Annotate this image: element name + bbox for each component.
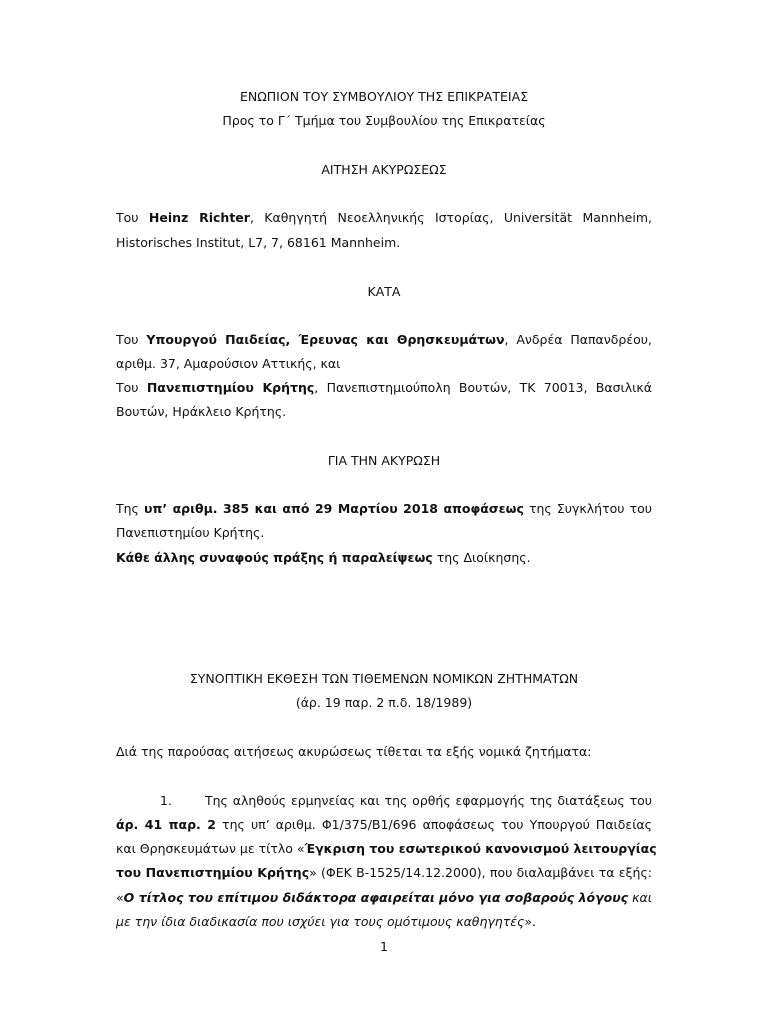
list-item-1-line-3: και Θρησκευμάτων με τίτλο «Έγκριση του εσωτερικού κανονισμού λειτουργίας	[116, 841, 657, 856]
summary-title: ΣΥΝΟΠΤΙΚΗ ΕΚΘΕΣΗ ΤΩΝ ΤΙΘΕΜΕΝΩΝ ΝΟΜΙΚΩΝ ΖΗΤΗΜΑΤΩΝ	[189, 671, 579, 686]
list-item-1-line-6: με την ίδια διαδικασία που ισχύει για τους ομότιμους καθηγητές».	[116, 914, 536, 929]
document-title: ΑΙΤΗΣΗ ΑΚΥΡΩΣΕΩΣ	[321, 162, 447, 177]
court-section: Προς το Γ΄ Τμήμα του Συμβουλίου της Επικρατείας	[222, 113, 546, 128]
annulment-line-1: Της υπ’ αριθμ. 385 και από 29 Μαρτίου 2018 αποφάσεως της Συγκλήτου του	[116, 501, 652, 516]
applicant-line-2: Historisches Institut, L7, 7, 68161 Mannheim.	[116, 235, 401, 250]
page-number: 1	[380, 939, 388, 954]
annulment-line-2: Πανεπιστημίου Κρήτης.	[116, 525, 265, 540]
applicant-name: Heinz Richter	[148, 210, 250, 225]
applicant-line-1: Του Heinz Richter, Καθηγητή Νεοελληνικής Ιστορίας, Universität Mannheim,	[116, 210, 652, 225]
court-heading: ΕΝΩΠΙΟΝ ΤΟΥ ΣΥΜΒΟΥΛΙΟΥ ΤΗΣ ΕΠΙΚΡΑΤΕΙΑΣ	[239, 89, 529, 104]
summary-subtitle: (άρ. 19 παρ. 2 π.δ. 18/1989)	[295, 695, 473, 710]
list-item-1-line-5: «Ο τίτλος του επίτιμου διδάκτορα αφαιρείται μόνο για σοβαρούς λόγους και	[116, 890, 653, 905]
respondent-2-line-2: Βουτών, Ηράκλειο Κρήτης.	[116, 404, 287, 419]
list-item-1-line-2: άρ. 41 παρ. 2 της υπ’ αριθμ. Φ1/375/Β1/696 αποφάσεως του Υπουργού Παιδείας	[116, 817, 652, 832]
summary-intro: Διά της παρούσας αιτήσεως ακυρώσεως τίθεται τα εξής νομικά ζητήματα:	[116, 744, 592, 759]
list-item-number: 1.	[160, 793, 172, 808]
document-page: ΕΝΩΠΙΟΝ ΤΟΥ ΣΥΜΒΟΥΛΙΟΥ ΤΗΣ ΕΠΙΚΡΑΤΕΙΑΣ Προς το Γ΄ Τμήμα του Συμβουλίου της Επικρατείας ΑΙΤΗΣΗ ΑΚΥΡΩΣΕΩΣ Του Heinz Richter, Καθηγητή Νεοελληνικής Ιστορίας, Universität Mannheim, Historisches Institut, L7, 7, 68161 Mannheim. ΚΑΤΑ Του Υπουργού Παιδείας, Έρευνας και Θρησκευμάτων, Ανδρέα Παπανδρέου, αριθμ. 37, Αμαρούσιον Αττικής, και Του Πανεπιστημίου Κρήτης, Πανεπιστημιούπολη Βουτών, ΤΚ 70013, Βασιλικά Βουτών, Ηράκλειο Κρήτης. ΓΙΑ ΤΗΝ ΑΚΥΡΩΣΗ Της υπ’ αριθμ. 385 και από 29 Μαρτίου 2018 αποφάσεως της Συγκλήτου του Πανεπιστημίου Κρήτης. Κάθε άλλης συναφούς πράξης ή παραλείψεως της Διοίκησης. ΣΥΝΟΠΤΙΚΗ ΕΚΘΕΣΗ ΤΩΝ ΤΙΘΕΜΕΝΩΝ ΝΟΜΙΚΩΝ ΖΗΤΗΜΑΤΩΝ (άρ. 19 παρ. 2 π.δ. 18/1989) Διά της παρούσας αιτήσεως ακυρώσεως τίθεται τα εξής νομικά ζητήματα: 1. Της αληθούς ερμηνείας και της ορθής εφαρμογής της διατάξεως του άρ. 41 παρ. 2 της υπ’ αριθμ. Φ1/375/Β1/696 αποφάσεως του Υπουργού Παιδείας και Θρησκευμάτων με τίτλο «Έγκριση του εσωτερικού κανονισμού λειτουργίας του Πανεπιστημίου Κρήτης» (ΦΕΚ Β-1525/14.12.2000), που διαλαμβάνει τα εξής: «Ο τίτλος του επίτιμου διδάκτορα αφαιρείται μόνο για σοβαρούς λόγους και με την ίδια διαδικασία που ισχύει για τους ομότιμους καθηγητές». 1	[0, 0, 768, 1024]
list-item-1-line-4: του Πανεπιστημίου Κρήτης» (ΦΕΚ Β-1525/14.12.2000), που διαλαμβάνει τα εξής:	[116, 865, 652, 880]
respondent-1-line-2: αριθμ. 37, Αμαρούσιον Αττικής, και	[116, 356, 341, 371]
annulment-title: ΓΙΑ ΤΗΝ ΑΚΥΡΩΣΗ	[327, 453, 441, 468]
against-title: ΚΑΤΑ	[367, 284, 401, 299]
respondent-1-line-1: Του Υπουργού Παιδείας, Έρευνας και Θρησκευμάτων, Ανδρέα Παπανδρέου,	[116, 332, 652, 347]
annulment-line-3: Κάθε άλλης συναφούς πράξης ή παραλείψεως της Διοίκησης.	[116, 550, 531, 565]
respondent-2-line-1: Του Πανεπιστημίου Κρήτης, Πανεπιστημιούπολη Βουτών, ΤΚ 70013, Βασιλικά	[116, 380, 652, 395]
